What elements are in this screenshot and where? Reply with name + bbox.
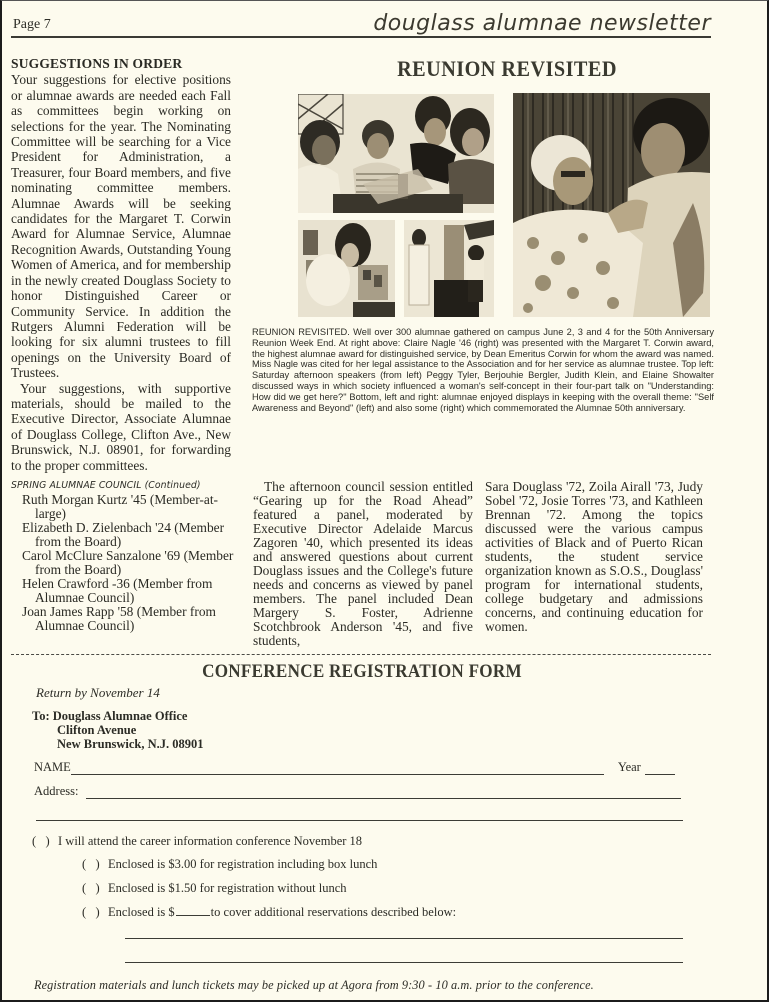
additional-reservations-option — [82, 905, 456, 920]
without-lunch-option — [82, 881, 347, 896]
address-label: Address: — [34, 783, 79, 798]
council-member: Ruth Morgan Kurtz '45 (Member-at-large) — [22, 491, 219, 521]
reservation-description-line-1[interactable] — [125, 938, 683, 939]
council-member: Helen Crawford -36 (Member from Alumnae Council) — [22, 575, 213, 605]
self-awareness-display-photo — [298, 220, 395, 317]
with-lunch-checkbox[interactable]: ( ) — [82, 856, 100, 871]
with-lunch-label: Enclosed is $3.00 for registration including box lunch — [108, 856, 378, 871]
attend-checkbox[interactable]: ( ) — [32, 833, 50, 848]
address-field[interactable] — [86, 786, 681, 799]
return-by-note: Return by November 14 — [36, 684, 160, 700]
reservation-description-line-2[interactable] — [125, 962, 683, 963]
suggestions-paragraph-2: Your suggestions, with supportive materials, should be mailed to the Executive Director, Associate Alumnae of Douglass College, Clifton Ave., New Brunswick, N.J. 08901, for forwarding to the proper committees. — [11, 380, 231, 473]
masthead-title: douglass alumnae newsletter — [373, 11, 711, 36]
address-line-1 — [32, 709, 204, 723]
name-field-row — [34, 760, 675, 775]
year-label: Year — [617, 759, 641, 774]
council-session-text-2: Sara Douglass '72, Zoila Airall '73, Judy Sobel '72, Josie Torres '73, and Kathleen Brennan '72. Among the topics discussed were the various campus activities of Black and of Puerto Rican students, the student service organization known as S.O.S., Douglass' program for international students, college budgetary and admissions concerns, and continuing education for women. — [485, 478, 703, 634]
without-lunch-label: Enclosed is $1.50 for registration without lunch — [108, 880, 347, 895]
speakers-panel-photo — [298, 94, 494, 213]
registration-form-title: CONFERENCE REGISTRATION FORM — [202, 660, 522, 682]
attend-label: I will attend the career information conference November 18 — [58, 833, 363, 848]
attend-option — [32, 834, 362, 849]
council-session-text-1: The afternoon council session entitled “Gearing up for the Road Ahead” featured a panel, moderated by Executive Director Adelaide Marcus Zagoren '40, which presented its ideas and answered questions about current Douglass issues and the College's future needs and concerns as viewed by panel members. The panel included Dean Margery S. Foster, Adrienne Scotchbrook Anderson '45, and five students, — [253, 478, 473, 648]
council-members-column — [11, 480, 241, 633]
additional-checkbox[interactable]: ( ) — [82, 904, 100, 919]
council-heading: SPRING ALUMNAE COUNCIL (Continued) — [11, 479, 201, 491]
suggestions-paragraph-1: Your suggestions for elective positions or alumnae awards are needed each Fall as committees begin working on selections for the year. The Nominating Committee will be searching for a Vice President for Administration, a Treasurer, four Board members, and five nominating committee members. Alumnae Awards will be seeking candidates for the Margaret T. Corwin Award for Alumnae Service, Alumnae Recognition Awards, Outstanding Young Women of America, and for membership in the newly created Douglass Society to honor Distinguished Career or Community Service. In addition the Rutgers Alumni Federation will be looking for six alumni trustees to fill openings on the University Board of Trustees. — [11, 72, 231, 381]
without-lunch-checkbox[interactable]: ( ) — [82, 880, 100, 895]
name-label: NAME — [34, 759, 71, 774]
address-field-row — [34, 784, 681, 799]
address-city: New Brunswick, N.J. 08901 — [57, 736, 204, 751]
council-member: Elizabeth D. Zielenbach '24 (Member from the Board) — [22, 519, 225, 549]
mailing-address — [32, 709, 204, 751]
award-presentation-photo — [513, 93, 710, 317]
council-member: Joan James Rapp '58 (Member from Alumnae Council) — [22, 603, 216, 633]
suggestions-article — [11, 56, 231, 473]
reunion-caption: REUNION REVISITED. Well over 300 alumnae gathered on campus June 2, 3 and 4 for the 50th Anniversary Reunion Week End. At right above: Claire Nagle '46 (right) was presented with the Margaret T. Corwin award, the highest alumnae award for distinguished service, by Dean Emeritus Corwin for whom the award was named. Miss Nagle was cited for her legal assistance to the Association and for her service as alumnae trustee. Top left: Saturday afternoon speakers (from left) Peggy Tyler, Berjouhie Bergler, Judith Klein, and Elaine Showalter discussed ways in which society influenced a woman's self-concept in their four-part talk on "Understanding: How did we get here?" Bottom, left and right: alumnae enjoyed displays in keeping with the overall theme: "Self Awareness and Beyond" (left) and also some (right) which commemorated the Alumnae 50th anniversary. — [252, 327, 714, 413]
name-field[interactable] — [71, 762, 604, 775]
address-field-line-2[interactable] — [36, 808, 683, 821]
page-number: Page 7 — [13, 17, 51, 32]
pickup-note: Registration materials and lunch tickets may be picked up at Agora from 9:30 - 10 a.m. prior to the conference. — [34, 977, 594, 992]
with-lunch-option — [82, 857, 377, 872]
council-member: Carol McClure Sanzalone '69 (Member from the Board) — [22, 547, 234, 577]
council-member-list — [11, 493, 241, 633]
year-field[interactable] — [645, 762, 675, 775]
additional-prefix: Enclosed is $ — [108, 904, 175, 919]
anniversary-display-photo — [404, 220, 494, 317]
council-section — [11, 480, 713, 648]
to-label: To: — [32, 708, 50, 723]
additional-amount-field[interactable] — [176, 905, 210, 916]
cut-line — [11, 654, 711, 655]
suggestions-heading: SUGGESTIONS IN ORDER — [11, 56, 183, 71]
additional-suffix: to cover additional reservations described below: — [210, 904, 457, 919]
council-session-column-2 — [485, 480, 703, 634]
council-session-column-1 — [253, 480, 473, 648]
address-recipient: Douglass Alumnae Office — [52, 708, 188, 723]
header-rule — [11, 36, 711, 38]
address-street: Clifton Avenue — [57, 722, 137, 737]
reunion-title: REUNION REVISITED — [397, 56, 617, 81]
